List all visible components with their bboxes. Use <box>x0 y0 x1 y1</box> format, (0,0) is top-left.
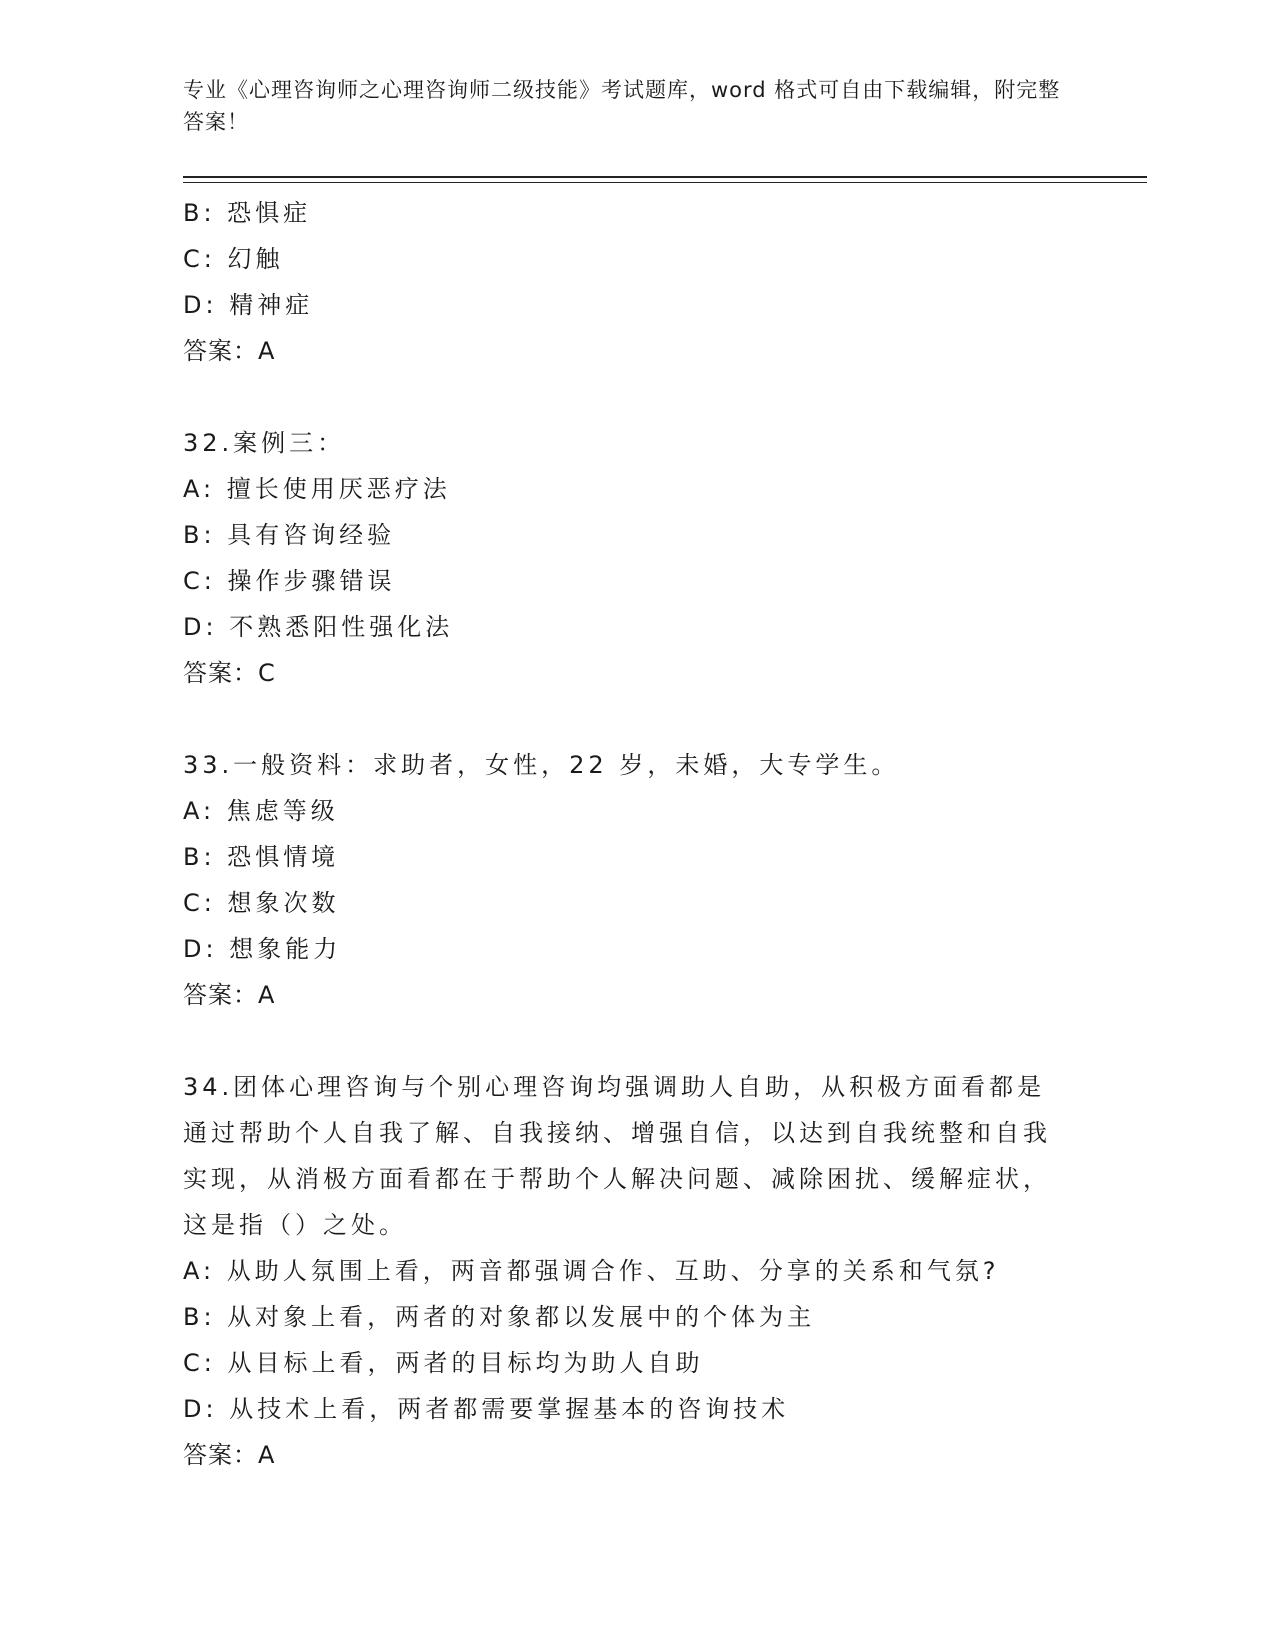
answer-line: 答案：A <box>183 981 276 1009</box>
header-rule-thin <box>183 182 1147 183</box>
question-31-tail <box>183 190 1083 374</box>
option-d: D: 不熟悉阳性强化法 <box>183 613 454 641</box>
answer-line: 答案：A <box>183 337 276 365</box>
option-c: C: 从目标上看，两者的目标均为助人自助 <box>183 1349 704 1377</box>
answer-line: 答案：C <box>183 659 276 687</box>
header-rule-thick <box>183 176 1147 178</box>
spacer <box>183 1018 1083 1064</box>
document-header: 专业《心理咨询师之心理咨询师二级技能》考试题库，word 格式可自由下载编辑，附完整答案！ <box>183 78 1061 134</box>
option-c: C: 操作步骤错误 <box>183 567 396 595</box>
spacer <box>183 374 1083 420</box>
answer-line: 答案：A <box>183 1441 276 1469</box>
question-stem: 33.一般资料：求助者，女性，22 岁，未婚，大专学生。 <box>183 751 900 779</box>
spacer <box>183 696 1083 742</box>
option-b: B: 具有咨询经验 <box>183 521 396 549</box>
question-32 <box>183 420 1083 696</box>
option-a: A: 从助人氛围上看，两音都强调合作、互助、分享的关系和气氛? <box>183 1257 1000 1285</box>
option-a: A: 擅长使用厌恶疗法 <box>183 475 451 503</box>
question-33 <box>183 742 1083 1018</box>
question-34 <box>183 1064 1083 1478</box>
option-c: C: 幻触 <box>183 245 284 273</box>
question-list <box>183 190 1083 1478</box>
option-c: C: 想象次数 <box>183 889 340 917</box>
option-b: B: 从对象上看，两者的对象都以发展中的个体为主 <box>183 1303 816 1331</box>
question-stem: 32.案例三： <box>183 429 346 457</box>
option-b: B: 恐惧症 <box>183 199 312 227</box>
option-a: A: 焦虑等级 <box>183 797 339 825</box>
option-d: D: 从技术上看，两者都需要掌握基本的咨询技术 <box>183 1395 790 1423</box>
question-stem: 34.团体心理咨询与个别心理咨询均强调助人自助，从积极方面看都是通过帮助个人自我了解、自我接纳、增强自信，以达到自我统整和自我实现，从消极方面看都在于帮助个人解决问题、减除困扰、缓解症状，这是指（）之处。 <box>183 1073 1051 1239</box>
option-d: D: 想象能力 <box>183 935 342 963</box>
option-d: D: 精神症 <box>183 291 314 319</box>
option-b: B: 恐惧情境 <box>183 843 340 871</box>
